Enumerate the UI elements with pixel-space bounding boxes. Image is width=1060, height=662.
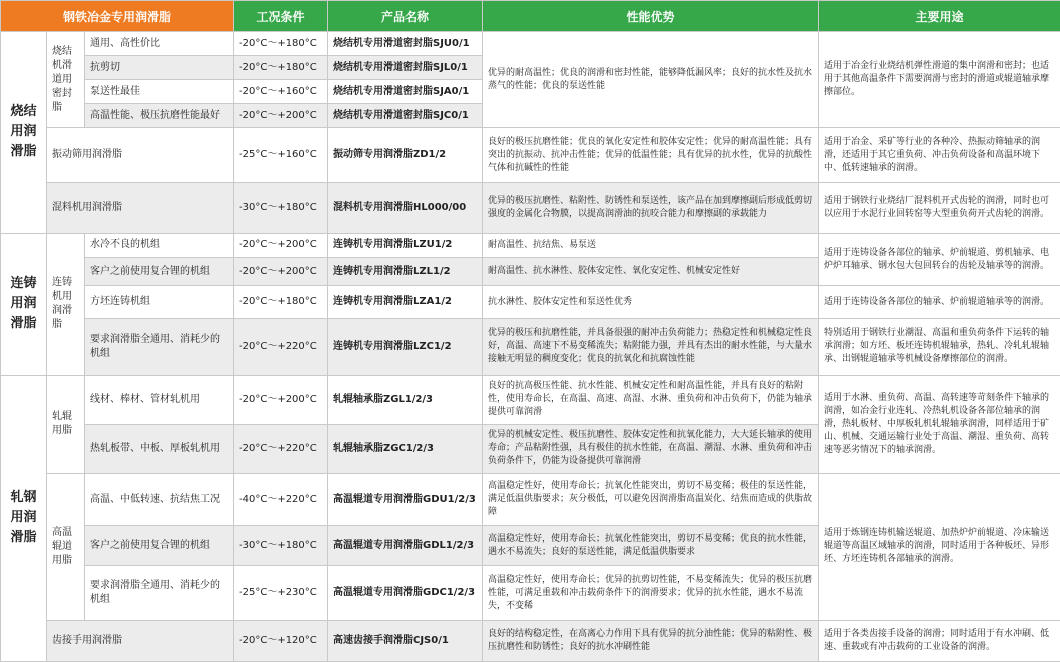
- temperature-cell: -20°C～+160°C: [234, 80, 328, 104]
- performance-cell: 良好的结构稳定性，在高离心力作用下具有优异的抗分油性能；优异的粘附性、极压抗磨性和防锈性；良好的抗水冲刷性能: [483, 620, 819, 661]
- performance-cell: 抗水淋性、胶体安定性和泵送性优秀: [483, 286, 819, 319]
- product-name-cell: 烧结机专用滑道密封脂SJU0/1: [328, 32, 483, 56]
- usage-cell: 适用于水淋、重负荷、高温、高转速等苛刻条件下轴承的润滑，如冶金行业连轧、冷热轧机设备各部位轴承的润滑，热轧板材、中厚板轧机轧辊轴承润滑，同样适用于矿山、机械、交通运输行业处于高温、潮湿、重负荷、高转速等恶劣情况下的轴承润滑。: [819, 375, 1060, 473]
- product-name-cell: 连铸机专用润滑脂LZA1/2: [328, 286, 483, 319]
- temperature-cell: -30°C～+180°C: [234, 526, 328, 566]
- product-name-cell: 高温辊道专用润滑脂GDL1/2/3: [328, 526, 483, 566]
- usage-cell: 适用于冶金、采矿等行业的各种冷、热振动筛轴承的润滑，还适用于其它重负荷、冲击负荷设备和高温环境下中、低转速轴承的润滑。: [819, 128, 1060, 182]
- application-cell: 水冷不良的机组: [85, 233, 234, 257]
- application-cell: 泵送性最佳: [85, 80, 234, 104]
- application-cell: 高温性能、极压抗磨性能最好: [85, 104, 234, 128]
- category-cell: 连铸用润滑脂: [1, 233, 47, 375]
- product-name-cell: 连铸机专用润滑脂LZC1/2: [328, 319, 483, 375]
- table-row: [1, 319, 1060, 375]
- performance-cell: 耐高温性、抗结焦、易泵送: [483, 233, 819, 257]
- header-performance: 性能优势: [483, 1, 819, 32]
- subcategory-cell: 烧结机滑道用密封脂: [47, 32, 85, 128]
- product-name-cell: 轧辊轴承脂ZGL1/2/3: [328, 375, 483, 424]
- application-cell: 振动筛用润滑脂: [47, 128, 234, 182]
- temperature-cell: -20°C～+180°C: [234, 56, 328, 80]
- table-row: [1, 233, 1060, 257]
- temperature-cell: -20°C～+220°C: [234, 424, 328, 473]
- temperature-cell: -25°C～+230°C: [234, 566, 328, 620]
- table-row: [1, 375, 1060, 424]
- product-name-cell: 混料机专用润滑脂HL000/00: [328, 182, 483, 233]
- usage-cell: 适用于连铸设备各部位的轴承、炉前辊道、剪机轴承、电炉炉耳轴承、钢水包大包回转台的齿轮及轴承等的润滑。: [819, 233, 1060, 285]
- table-row: [1, 620, 1060, 661]
- performance-cell: 优异的机械安定性、极压抗磨性、胶体安定性和抗氧化能力，大大延长轴承的使用寿命；产品粘附性强，具有极佳的抗水性能，在高温、潮湿、水淋、重负荷和冲击负荷条件下，仍能为设备提供可靠润滑: [483, 424, 819, 473]
- header-row: [1, 1, 1060, 32]
- table-row: [1, 32, 1060, 56]
- product-name-cell: 轧辊轴承脂ZGC1/2/3: [328, 424, 483, 473]
- temperature-cell: -20°C～+120°C: [234, 620, 328, 661]
- performance-cell: 优异的极压和抗磨性能，并具备很强的耐冲击负荷能力；热稳定性和机械稳定性良好，高温、高速下不易变稀流失；粘附能力强，并具有杰出的耐水性能，与大量水接触无明显的稠度变化；优良的抗氧化和抗腐蚀性能: [483, 319, 819, 375]
- table-row: [1, 286, 1060, 319]
- subcategory-cell: 高温辊道用脂: [47, 474, 85, 621]
- product-name-cell: 烧结机专用滑道密封脂SJL0/1: [328, 56, 483, 80]
- temperature-cell: -20°C～+220°C: [234, 319, 328, 375]
- application-cell: 热轧板带、中板、厚板轧机用: [85, 424, 234, 473]
- product-name-cell: 高速齿接手润滑脂CJS0/1: [328, 620, 483, 661]
- product-name-cell: 连铸机专用润滑脂LZU1/2: [328, 233, 483, 257]
- table-row: [1, 474, 1060, 526]
- application-cell: 齿接手用润滑脂: [47, 620, 234, 661]
- application-cell: 客户之前使用复合锂的机组: [85, 258, 234, 286]
- category-cell: 烧结用润滑脂: [1, 32, 47, 234]
- performance-cell: 良好的极压抗磨性能；优良的氧化安定性和胶体安定性；优异的耐高温性能；具有突出的抗振动、抗冲击性能；优异的低温性能；具有优异的抗水性，优异的抗酸性气体和抗碱性的性能: [483, 128, 819, 182]
- application-cell: 客户之前使用复合锂的机组: [85, 526, 234, 566]
- performance-cell: 高温稳定性好，使用寿命长；抗氧化性能突出，剪切不易变稀；极佳的泵送性能，满足低温供脂要求；灰分极低，可以避免因润滑脂高温炭化、结焦而造成的供脂故障: [483, 474, 819, 526]
- header-category: 钢铁冶金专用润滑脂: [1, 1, 234, 32]
- application-cell: 线材、棒材、管材轧机用: [85, 375, 234, 424]
- temperature-cell: -40°C～+220°C: [234, 474, 328, 526]
- header-product: 产品名称: [328, 1, 483, 32]
- application-cell: 混料机用润滑脂: [47, 182, 234, 233]
- usage-cell: 特别适用于钢铁行业潮湿、高温和重负荷条件下运转的轴承润滑；如方坯、板坯连铸机辊轴承，热轧、冷轧轧辊轴承、出钢辊道轴承等机械设备摩擦部位的润滑。: [819, 319, 1060, 375]
- temperature-cell: -20°C～+180°C: [234, 32, 328, 56]
- performance-cell: 优异的耐高温性；优良的润滑和密封性能，能够降低漏风率；良好的抗水性及抗水蒸气的性能；优良的泵送性能: [483, 32, 819, 128]
- product-name-cell: 烧结机专用滑道密封脂SJC0/1: [328, 104, 483, 128]
- performance-cell: 良好的抗高极压性能、抗水性能、机械安定性和耐高温性能，并具有良好的粘附性，使用寿命长，在高温、高速、高湿、水淋、重负荷和冲击负荷下，仍能为轴承提供可靠润滑: [483, 375, 819, 424]
- temperature-cell: -20°C～+200°C: [234, 375, 328, 424]
- category-cell: 轧钢用润滑脂: [1, 375, 47, 661]
- table-row: [1, 128, 1060, 182]
- product-name-cell: 高温辊道专用润滑脂GDC1/2/3: [328, 566, 483, 620]
- usage-cell: 适用于冶金行业烧结机弹性滑道的集中润滑和密封；也适用于其他高温条件下需要润滑与密封的滑道或辊道轴承摩擦部位。: [819, 32, 1060, 128]
- temperature-cell: -25°C～+160°C: [234, 128, 328, 182]
- performance-cell: 耐高温性、抗水淋性、胶体安定性、氧化安定性、机械安定性好: [483, 258, 819, 286]
- temperature-cell: -30°C～+180°C: [234, 182, 328, 233]
- performance-cell: 优异的极压抗磨性、粘附性、防锈性和泵送性，该产品在加到摩擦副后形成低剪切强度的金属化合物膜，以提高润滑油的抗咬合能力和摩擦副的承载能力: [483, 182, 819, 233]
- product-name-cell: 烧结机专用滑道密封脂SJA0/1: [328, 80, 483, 104]
- application-cell: 抗剪切: [85, 56, 234, 80]
- performance-cell: 高温稳定性好，使用寿命长；优异的抗剪切性能，不易变稀流失；优异的极压抗磨性能，可满足重载和冲击载荷条件下的润滑要求；优异的抗水性能，遇水不易流失，不变稀: [483, 566, 819, 620]
- header-usage: 主要用途: [819, 1, 1060, 32]
- product-name-cell: 高温辊道专用润滑脂GDU1/2/3: [328, 474, 483, 526]
- application-cell: 要求润滑脂全通用、消耗少的机组: [85, 566, 234, 620]
- performance-cell: 高温稳定性好，使用寿命长；抗氧化性能突出，剪切不易变稀；优良的抗水性能，遇水不易流失；良好的泵送性能，满足低温供脂要求: [483, 526, 819, 566]
- application-cell: 通用、高性价比: [85, 32, 234, 56]
- temperature-cell: -20°C～+180°C: [234, 286, 328, 319]
- header-condition: 工况条件: [234, 1, 328, 32]
- product-name-cell: 振动筛专用润滑脂ZD1/2: [328, 128, 483, 182]
- product-name-cell: 连铸机专用润滑脂LZL1/2: [328, 258, 483, 286]
- application-cell: 要求润滑脂全通用、消耗少的机组: [85, 319, 234, 375]
- subcategory-cell: 连铸机用润滑脂: [47, 233, 85, 375]
- usage-cell: 适用于各类齿接手设备的润滑；同时适用于有水冲刷、低速、重载或有冲击载荷的工业设备的润滑。: [819, 620, 1060, 661]
- usage-cell: 适用于钢铁行业烧结厂混料机开式齿轮的润滑，同时也可以应用于水泥行业回转窑等大型重负荷开式齿轮的润滑。: [819, 182, 1060, 233]
- temperature-cell: -20°C～+200°C: [234, 104, 328, 128]
- table-row: [1, 182, 1060, 233]
- application-cell: 高温、中低转速、抗结焦工况: [85, 474, 234, 526]
- temperature-cell: -20°C～+200°C: [234, 258, 328, 286]
- usage-cell: 适用于连铸设备各部位的轴承、炉前辊道轴承等的润滑。: [819, 286, 1060, 319]
- temperature-cell: -20°C～+200°C: [234, 233, 328, 257]
- application-cell: 方坯连铸机组: [85, 286, 234, 319]
- usage-cell: 适用于炼钢连铸机输送辊道、加热炉炉前辊道、冷床输送辊道等高温区域轴承的润滑，同时适用于各种板坯、异形坯、方坯连铸机各部轴承的润滑。: [819, 474, 1060, 621]
- subcategory-cell: 轧辊用脂: [47, 375, 85, 473]
